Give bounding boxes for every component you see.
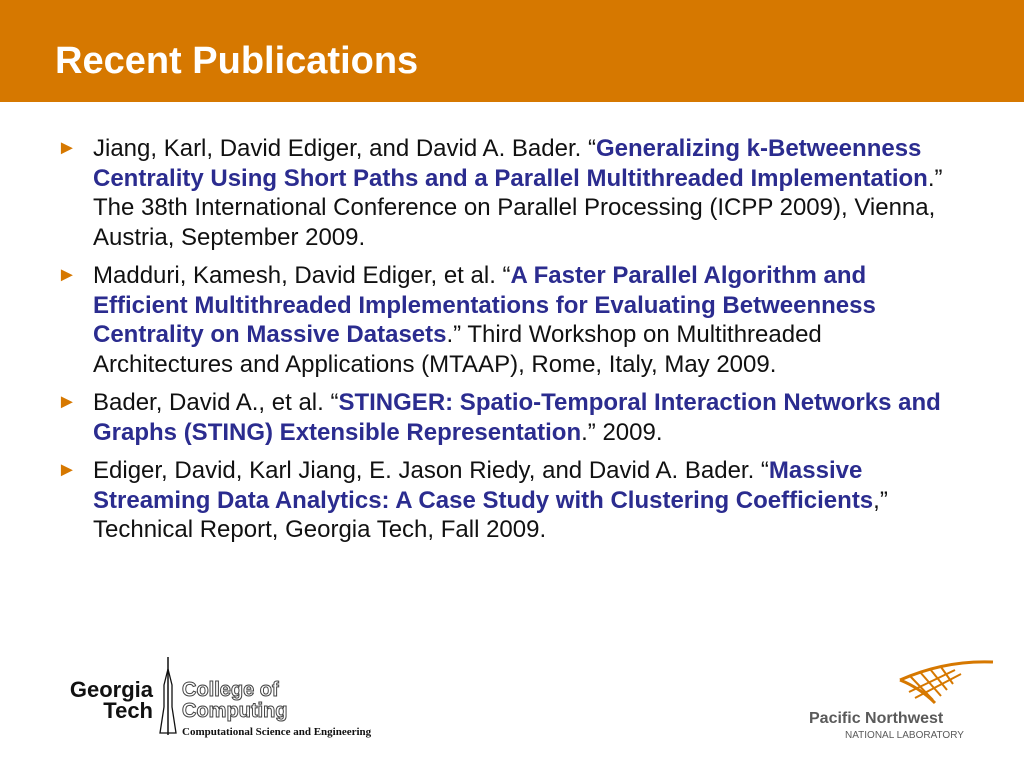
publication-venue: .” Third Workshop on Multithreaded Architectures and Applications (MTAAP), Rome, Italy, May 2009.	[93, 321, 822, 378]
publication-item	[55, 456, 967, 545]
gt-logo-line1: Georgia	[69, 677, 153, 702]
gt-college-line1: College of	[182, 679, 279, 701]
publication-item	[55, 261, 967, 379]
page-title: Recent Publications	[55, 40, 419, 82]
pnnl-logo	[805, 658, 1005, 743]
bullet-arrow-icon: ►	[57, 391, 77, 413]
gt-college-line2: Computing	[182, 700, 288, 722]
bullet-arrow-icon: ►	[57, 459, 77, 481]
gt-subtitle: Computational Science and Engineering	[182, 726, 372, 738]
publication-item	[55, 388, 967, 447]
publication-title: A Faster Parallel Algorithm and Efficient Multithreaded Implementations for Evaluating Betweenness Centrality on Massive Datasets	[93, 262, 876, 348]
publication-authors: Bader, David A., et al. “	[93, 389, 339, 416]
publication-title: Generalizing k-Betweenness Centrality Using Short Paths and a Parallel Multithreaded Implementation	[93, 135, 928, 192]
publication-authors: Madduri, Kamesh, David Ediger, et al. “	[93, 262, 511, 289]
gt-logo-line2: Tech	[103, 698, 153, 723]
publication-item	[55, 134, 967, 252]
pnnl-logo-line1: Pacific Northwest	[809, 710, 944, 727]
publication-list	[55, 134, 967, 554]
publication-venue: .” The 38th International Conference on Parallel Processing (ICPP 2009), Vienna, Austria, September 2009.	[93, 164, 943, 251]
pnnl-logo-line2: NATIONAL LABORATORY	[845, 730, 964, 741]
pnnl-mark-icon	[900, 662, 993, 703]
publication-authors: Jiang, Karl, David Ediger, and David A. Bader. “	[93, 135, 596, 162]
bullet-arrow-icon: ►	[57, 137, 77, 159]
publication-title: STINGER: Spatio-Temporal Interaction Networks and Graphs (STING) Extensible Representation	[93, 389, 941, 446]
bullet-arrow-icon: ►	[57, 264, 77, 286]
gt-tower-icon	[160, 657, 176, 735]
publication-venue: ,” Technical Report, Georgia Tech, Fall 2009.	[93, 486, 888, 543]
publication-title: Massive Streaming Data Analytics: A Case Study with Clustering Coefficients	[93, 457, 874, 514]
georgia-tech-logo	[52, 655, 392, 745]
publication-authors: Ediger, David, Karl Jiang, E. Jason Riedy, and David A. Bader. “	[93, 457, 769, 484]
title-bar	[0, 0, 1024, 102]
publication-venue: .” 2009.	[581, 418, 663, 446]
